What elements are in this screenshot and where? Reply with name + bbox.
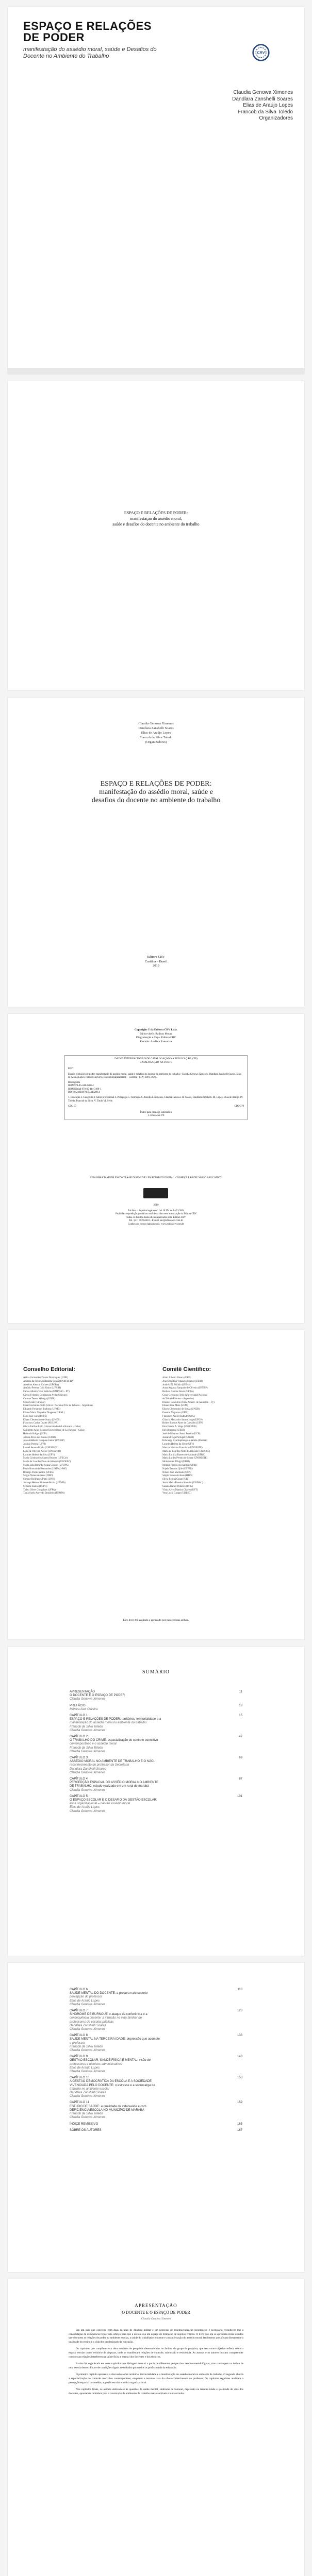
editorial-council-member: Rodrigo Pratte-Santos (UFES) [23,1471,54,1474]
contents-entry[interactable] [70,1725,242,1729]
svg-text:CRV: CRV [257,50,265,55]
contents-entry-title: CAPÍTULO 11 [70,2101,89,2105]
contents-entry[interactable] [70,1764,242,1767]
cip-index-line: 1. Educação 370 [147,1114,165,1117]
contents-entry-title: Claudia Genowa Ximenes [70,2003,106,2006]
scientific-committee-member: Maria de Lourdes Pinto de Almeida (UNOESC) [162,1450,210,1453]
contents-entry[interactable] [70,2042,242,2045]
cip-cdu: CDU 37 [68,1105,77,1108]
contents-entry-title: Dandlara Zanshelli Soares [70,1767,106,1771]
scientific-committee-member: Vânia Alves Martins Chaves (UFT) [162,1488,198,1492]
editorial-council-member: Celso Conti (UFSCar) [23,1401,45,1404]
legal-line: Todos os direitos desta edição reservados pela: Editora CRV [126,1216,186,1219]
scientific-committee-member: Eliane Rose Maio (UEM) [162,1404,188,1408]
contents-entry[interactable] [70,1992,242,1995]
contents-entry[interactable] [70,1750,242,1754]
scientific-committee-heading: Comitê Científico: [162,1366,211,1372]
scientific-committee-member: Silvia Regina Canan (URI) [162,1478,190,1481]
cip-classification [68,1105,244,1109]
contents-entry-title: trabalho no ambiente escolar [70,2087,110,2091]
title-page-organizers: (Organizadores) [145,740,167,744]
title-page-title [8,780,304,805]
contents-entry-title: contemporâneo e o assédio moral [70,1742,117,1746]
editorial-council-list [23,1377,155,1496]
editorial-council-member: Élsio José Corá (UFFS) [23,1415,47,1418]
copyright-lines [8,1028,304,1044]
scientific-committee-member: Cesar Gerónimo Tello (Universidad Nacional [162,1394,208,1397]
title-page-publisher [8,955,304,969]
contents-entry-title: O DOCENTE E O ESPAÇO DE PODER [70,1694,125,1698]
contents-entry-title: GESTÃO ESCOLAR, SAÚDE FÍSICA E MENTAL: visão de [70,2059,151,2062]
contents-entry-title: Elias de Araújo Lopes [70,2066,100,2070]
cip-index-title: Índice para catálogo sistemático [140,1111,172,1114]
contents-entry-page: 87 [239,1777,242,1781]
editorial-council-member: Andréia da Silva Quintanilha Sousa (UNIR/UFRN) [23,1380,74,1383]
editorial-council-member: Tadeu Oliver Gonçalves (UFPA) [23,1488,56,1492]
title-page-title-line: ESPAÇO E RELAÇÕES DE PODER: [100,780,212,788]
scientific-committee-member: de Três de Febrero – Argentina) [162,1397,194,1400]
contents-entry[interactable] [70,1995,242,1999]
contents-entry-title: ASSÉDIO MORAL NO AMBIENTE DE TRABALHO E O NÃO- [70,1760,155,1764]
cover-title-line-2: DE PODER [23,31,85,44]
legal-line: Foi feito o depósito legal conf. Lei 10.994 de 14/12/2004 [127,1210,185,1212]
presentation-paragraph: Nos capítulos finais, os autores dedicam-se às questões de saúde mental, síndrome de burnout, depressão na terceira idade e qualidade de vida dos docentes, apontando caminhos para a construção de ambientes de trabalho mais saudáveis e humanizados. [69,2388,243,2395]
contents-entry-title: SAÚDE MENTAL DO DOCENTE: a procura na/o suporte [70,1992,148,1995]
cip-subjects: 1. Educação 2. Geografia 3. Saber profissional 4. Pedagogia 5. Formação 6. Assédio I. Ximenes, Claudia Genowa. II. Soares, Dandlara Zanshelli. III. Lopes, Elias de Araújo. IV. Toledo, Francob da Silva. V. Título VI. Série. [68,1096,243,1103]
publisher-logo-icon [252,43,270,62]
contents-entry-page: 123 [237,2009,242,2013]
contents-entry[interactable] [70,1747,242,1750]
board-footer: Este livro foi avaliado e aprovado por pareceristas ad hoc. [123,1619,189,1622]
legal-line: Proibida a reprodução parcial ou total desta obra sem autorização da Editora CRV [115,1213,197,1216]
contents-entry-title: CAPÍTULO 10 [70,2076,90,2080]
contents-entry[interactable] [70,2084,242,2088]
contents-entry-title: Mônica Aiex Oliveira [70,1707,98,1711]
cover-subtitle: manifestação do assédio moral, saúde e Desafios do Docente no Ambiente do Trabalho [23,46,157,59]
contents-entry-title: CAPÍTULO 7 [70,2009,88,2013]
contents-list [70,1688,242,1814]
scientific-committee-member: Elizeu Clementino de Souza (UNEB) [162,1408,200,1411]
contents-entry-title: SÍNDROME DE BURNOUT: o ataque da conferência e a [70,2013,147,2016]
scientific-committee-member: Barbara Coelho Neves (UFBA) [162,1391,194,1394]
editorial-council-member: Antônio Pereira Gaio Júnior (UFRRJ) [23,1387,61,1390]
editorial-council-member: Helmuth Krüger (UCP) [23,1432,47,1435]
contents-entry-title: professores e técnicos administrativos [70,2062,122,2066]
scientific-committee-member: José de Ribamar Sousa Pereira (UCB) [162,1432,201,1435]
contents-entry[interactable] [70,1810,242,1814]
publisher-year: 2019 [153,964,159,968]
scientific-committee-member: Fauston Negreiros (UFPI) [162,1411,189,1414]
editorial-council-column [23,1366,155,1496]
scientific-committee-member: Inês Bragança (UERJ) [162,1429,185,1432]
editorial-council-member: Gloria Fariñas León (Universidade de La Havana – Cuba) [23,1426,81,1429]
contents-entry[interactable] [70,1704,242,1708]
half-title-page [8,381,304,690]
scientific-committee-member: Kilwangy Kya Kapitango-a-Samba (Unemat) [162,1439,208,1443]
contents-page-continued [8,1963,304,2272]
scientific-committee-member: Maria Eurácia Barreto de Andrade (UFRB) [162,1453,205,1456]
contents-entry[interactable] [70,2101,242,2105]
copyright-line: Editor-chefe: Railson Moura [139,1032,173,1036]
contents-entry-title: Francob da Silva Toledo [70,1725,103,1728]
contents-list [70,1986,242,2132]
scientific-committee-member: Anna Augusta Sampaio de Oliveira (UNESP) [162,1387,208,1390]
contents-entry[interactable] [70,2045,242,2049]
contents-entry-title: ESTUDO DE SAÚDE: a qualidade de vida/saúde e com [70,2105,146,2108]
contents-entry[interactable] [70,1708,242,1711]
cover-author: Claudia Genowa Ximenes [233,90,293,95]
contents-entry-title: Francob da Silva Toledo [70,1746,103,1750]
presentation-body [69,2329,243,2399]
editorial-council-member: Carlos Alberto Vilar Estêvão (UMINHO – PT) [23,1391,70,1394]
half-title-line: saúde e desafios do docente no ambiente do trabalho [112,522,200,527]
half-title [8,510,304,527]
copyright-year: 2019 [153,1204,159,1207]
contents-entry-title: Claudia Genowa Ximenes [70,1809,106,1813]
contents-entry-page: 167 [237,2128,242,2132]
cip-isbn-line: Bibliografia [68,1081,80,1084]
title-page-title-line: manifestação do assédio moral, saúde e [99,788,213,796]
contents-entry-title: Dandlara Zanshelli Soares [70,2024,106,2027]
contents-entry[interactable] [70,2095,242,2098]
contents-entry[interactable] [70,2063,242,2066]
contents-entry-page: 159 [237,2101,242,2105]
cover-title [23,21,188,43]
contents-entry-title: Claudia Genowa Ximenes [70,2116,106,2120]
presentation-title: O DOCENTE E O ESPAÇO DE PODER [122,2310,190,2315]
app-store-badge-icon [143,1188,168,1198]
contents-entry[interactable] [70,2112,242,2116]
scientific-committee-member: Najela Tavares Ujiie (UTFPR) [162,1467,193,1470]
contents-entry[interactable] [70,2013,242,2016]
editorial-council-member: Maria Lília Imbiriba Sousa Colares (UFOPA) [23,1464,69,1467]
cip-box [64,1055,248,1120]
contents-entry[interactable] [70,1785,242,1788]
contents-entry[interactable] [70,2024,242,2028]
publisher-name: Editora CRV [147,955,165,959]
contents-entry-title: Elias de Araújo Lopes [70,1806,100,1809]
cip-cdd: CDD 370 [234,1105,244,1108]
copyright-page [8,1014,304,1323]
presentation-paragraph: Em um país que conviveu com duas décadas de ditadura militar e um processo de redemocratização incompleto, é necessário reconhecer que a consolidação da democracia requer um esforço para que a escola seja um espaço de formação de sujeitos críticos. O livro que ora se apresenta reúne estudos que discutem as relações de poder no ambiente escolar, a saúde do trabalhador docente e a manifestação do assédio moral, fenômenos que afetam diretamente a qualidade do ensino e a vida dos profissionais da educação. [69,2329,243,2344]
contents-entry-title: O ESPAÇO ESCOLAR E O DESAFIO DA GESTÃO ESCOLAR: [70,1799,157,1802]
scientific-committee-member: Marcos Vinicius Francisco (UNOESTE) [162,1446,203,1449]
presentation-paragraph: Os capítulos que compõem esta obra resultam de pesquisas desenvolvidas no âmbito do grupo de pesquisa, que tem como objetivo refletir sobre o espaço escolar como território de disputas, onde se manifestam relações de controle, submissão e resistência. As autoras e os autores buscam compreender como essas relações interferem na saúde física e mental dos docentes e dos técnicos. [69,2347,243,2359]
contents-entry[interactable] [70,1721,242,1725]
legal-lines [8,1210,304,1226]
contents-entry[interactable] [70,2109,242,2112]
scientific-committee-member: Francisco Ari de Andrade (UFC) [162,1415,195,1418]
copyright-line: Revisão: Analista Executiva [140,1040,172,1043]
contents-entry-page: 113 [237,1988,242,1991]
contents-page [8,1647,304,1956]
title-page-author: Francob da Silva Toledo [139,736,173,739]
editorial-council-member: Jailson Alves dos Santos (UFRJ) [23,1436,56,1439]
contents-entry[interactable] [70,2123,242,2126]
contents-entry[interactable] [70,1742,242,1746]
cip-isbn-line: DOI 10.24824/978854443200.4 [68,1091,100,1094]
scientific-committee-member: Mônica Pereira dos Santos (UFRJ) [162,1464,197,1467]
contents-entry-title: CAPÍTULO 4 [70,1777,88,1781]
contents-entry-page: 101 [237,1794,242,1798]
contents-entry-page: 47 [239,1735,242,1739]
contents-entry-title: A GESTÃO DEMOCRÁTICA DA ESCOLA E A SOCIEDADE [70,2080,152,2083]
title-page-authors [8,721,304,744]
contents-entry[interactable] [70,1768,242,1771]
editorial-council-member: Francisco Carlos Duarte (PUC-PR) [23,1422,58,1425]
presentation-paragraph: O primeiro capítulo apresenta a discussão sobre território, territorialidade e a manifestação do assédio moral no ambiente de trabalho. O segundo aborda a espacialização do controle coercitivo contemporâneo, enquanto o terceiro trata do não-reconhecimento do professor. Os capítulos seguintes analisam a percepção espacial do assédio, a gestão escolar e a ética organizacional. [69,2373,243,2384]
contents-entry[interactable] [70,2091,242,2095]
scientific-committee-member: Lourdes Helena da Silva (UFV) [162,1443,194,1446]
title-page-title-line: desafios do docente no ambiente do trabalho [91,796,221,804]
legal-line: Conheça os nossos lançamentos: www.editoracrv.com.br [127,1223,184,1226]
editorial-council-member: Cesar Gerónimo Tello (Univer. Nacional Três de Febrero – Argentina) [23,1404,93,1408]
contents-entry[interactable] [70,1718,242,1721]
scientific-committee-member: Maria Lurdes Pereira de Souza (UNIOESTE) [162,1457,208,1460]
contents-entry[interactable] [70,1806,242,1809]
contents-entry-page: 69 [239,1756,242,1760]
contents-entry-title: CAPÍTULO 5 [70,1794,88,1798]
cover-author: Dandlara Zanshelli Soares [232,96,293,102]
cip-isbn [68,1081,244,1094]
half-title-line: ESPAÇO E RELAÇÕES DE PODER: [124,511,188,515]
scientific-committee-member: Sonia Maria Ferreira Koehler (UNISAL) [162,1481,203,1484]
contents-entry-title: Claudia Genowa Ximenes [70,1728,106,1732]
cip-isbn-line: ISBN 978-85-444-3200-4 [68,1084,94,1088]
editorial-council-member: João Adalberto Campato Junior (UNESP) [23,1439,65,1443]
contents-entry[interactable] [70,1802,242,1806]
contents-entry[interactable] [70,2028,242,2031]
title-page [8,698,304,1007]
cover-authors [232,90,293,122]
scientific-committee-member: Diosnel Centurion (Univ Americ. de Asunción – Py) [162,1401,215,1404]
contents-entry[interactable] [70,2080,242,2083]
editorial-council-member: Maria Cristina dos Santos Bezerra (UFSCar) [23,1457,68,1460]
scientific-committee-member: Ana Chrystina Venancio Mignot (UERJ) [162,1380,203,1383]
contents-entry-title: CAPÍTULO 1 [70,1714,88,1718]
contents-entry-title: DEFICIÊNCIA/ESCOLA NO MUNICÍPIO DE MARABÁ [70,2108,144,2112]
editorial-council-member: Sérgio Nunes de Jesus (IFRO) [23,1475,54,1478]
editorial-council-member: Elizeu Clementino de Souza (UNEB) [23,1418,60,1421]
title-page-author: Elias de Araújo Lopes [141,731,171,735]
presentation-paragraph: A obra foi organizada em onze capítulos que dialogam entre si a partir de diferentes perspectivas teórico-metodológicas, mas convergem na defesa de uma escola democrática e de condições dignas de trabalho para todos os profissionais da educação. [69,2362,243,2369]
contents-entry[interactable] [70,2088,242,2091]
contents-entry-title: Elias de Araújo Lopes [70,1999,100,2003]
contents-entry-page: 15 [239,1714,242,1718]
presentation-page [8,2279,304,2576]
contents-entry-page: 133 [237,2034,242,2038]
contents-entry[interactable] [70,2116,242,2120]
legal-line: Tel.: (41) 3039-6418 – E-mail: sac@editoracrv.com.br [129,1219,183,1223]
editorial-council-member: Eduardo Fernandes Barbosa (UFMG) [23,1408,61,1411]
contents-entry-title: O TRABALHO DO CRIME: espacialização do controle coercitivo [70,1739,158,1742]
cip-code: E677 [68,1067,74,1070]
contents-entry[interactable] [70,1795,242,1799]
contents-entry-title: PERCEPÇÃO ESPACIAL DO ASSÉDIO MORAL NO AMBIENTE [70,1781,159,1785]
contents-entry-title: CAPÍTULO 8 [70,2034,88,2038]
contents-entry-page: 165 [237,2122,242,2126]
scientific-committee-member: Vera Lucia Gaspar (UDESC) [162,1492,191,1495]
contents-entry[interactable] [70,1735,242,1739]
contents-entry[interactable] [70,2070,242,2074]
contents-entry-title: Claudia Genowa Ximenes [70,2028,106,2031]
contents-entry-title: Claudia Genowa Ximenes [70,2049,106,2053]
scientific-committee-member: Andréia N. Militão (UEMS) [162,1383,191,1386]
scientific-committee-member: Nilson José Machado (USP) [162,1471,191,1474]
editorial-council-member: Sydione Santos (UEPG) [23,1485,47,1488]
contents-entry-title: reconhecimento do professor da Secretaria [70,1764,129,1767]
editorial-council-member: Elione Maria Nogueira Diogenes (UFAL) [23,1411,65,1414]
contents-entry-title: DE TRABALHO: estudo realizado em um rural de marabá [70,1785,149,1788]
presentation-author: Claudia Genowa Ximenes [141,2317,171,2320]
editorial-council-member: Solange Helena Ximenes-Rocha (UFOPA) [23,1481,66,1484]
contents-entry[interactable] [70,1690,242,1694]
contents-entry-title: PREFÁCIO [70,1704,86,1707]
editorial-council-member: Carmen Tereza Velanga (UNIR) [23,1397,55,1400]
editorial-board-page [8,1330,304,1639]
digital-notice: ESTA OBRA TAMBÉM ENCONTRA-SE DISPONÍVEL EM FORMATO DIGITAL. CONHEÇA E BAIXE NOSSO APLICATIVO! [90,1177,222,1179]
contents-entry[interactable] [70,1799,242,1802]
contents-entry-title: VIVENCIADA PELO DOCENTE: o estresse e a sobrecarga de [70,2083,155,2087]
cover-organizers-label: Organizadores [259,115,293,121]
contents-entry[interactable] [70,2059,242,2062]
contents-entry-title: Claudia Genowa Ximenes [70,1698,106,1701]
contents-entry[interactable] [70,2021,242,2024]
editorial-council-member: Simone Rodrigues Pinto (UNB) [23,1478,55,1481]
contents-entry[interactable] [70,2049,242,2053]
contents-entry[interactable] [70,1771,242,1775]
contents-entry-title: professores de escolas públicas [70,2020,114,2024]
contents-entry[interactable] [70,1694,242,1698]
contents-entry[interactable] [70,1781,242,1785]
cip-title: DADOS INTERNACIONAIS DE CATALOGAÇÃO NA PUBLICAÇÃO (CIP) [114,1058,198,1060]
scientific-committee-column [162,1366,294,1496]
contents-entry-title: SOBRE OS AUTORES [70,2128,102,2132]
contents-entry-title: CAPÍTULO 9 [70,2055,88,2059]
cover-author: Francob da Silva Toledo [237,109,293,115]
scientific-committee-member: Altair Alberto Fávero (UPF) [162,1377,191,1379]
contents-entry[interactable] [70,1760,242,1764]
contents-entry[interactable] [70,2003,242,2007]
editorial-council-member: Maria de Lourdes Pinto de Almeida (UNOESC) [23,1461,71,1464]
editorial-council-member: Anselmo Alencar Colares (UFOPA) [23,1383,59,1386]
contents-entry-title: ESPAÇO E RELAÇÕES DE PODER: territórios, territorialidade e a [70,1718,161,1721]
scientific-committee-list [162,1377,294,1496]
scientific-committee-member: Susana Rafael Pinheiro (UFG) [162,1485,193,1488]
editorial-council-member: Lourdes Helena da Silva (UFV) [23,1453,55,1456]
contents-entry[interactable] [70,1698,242,1701]
editorial-council-member: Paulo Romualdo Hernandes (UNIFAL-MG) [23,1467,67,1470]
contents-entry-title: Dandlara Zanshelli Soares [70,2091,106,2095]
contents-entry-title: Claudia Genowa Ximenes [70,1750,106,1753]
scientific-committee-member: Mohammed Elhajji (UFRJ) [162,1461,190,1464]
scientific-committee-member: Gláucia Maria dos Santos Jorge (UFOP) [162,1418,203,1421]
contents-entry[interactable] [70,1789,242,1792]
editorial-council-member: Guillermo Arias Beatón (Universidade de La Havana – Cuba) [23,1429,85,1432]
contents-entry-title: ética organizacional – não ao assédio moral [70,1802,130,1806]
copyright-line: Copyright © da Editora CRV Ltda. [134,1028,178,1031]
half-title-line: manifestação do assédio moral, [130,516,182,521]
editorial-council-member: Tania Suely Azevedo Brasileiro (UFOPA) [23,1492,65,1495]
contents-entry[interactable] [70,2016,242,2020]
contents-entry-title: CAPÍTULO 3 [70,1756,88,1760]
contents-entry[interactable] [70,1729,242,1733]
editorial-council-member: Lídia de Oliveira Xavier (UNIEURO) [23,1450,61,1453]
contents-entry[interactable] [70,1999,242,2003]
contents-entry[interactable] [70,1739,242,1742]
publisher-city: Curitiba – Brasil [144,959,168,963]
contents-entry[interactable] [70,2129,242,2132]
contents-entry-title: CAPÍTULO 6 [70,1988,88,1991]
contents-entry-title: Claudia Genowa Ximenes [70,2070,106,2074]
contents-entry-title: consequência docente: a intrusão na vida familiar de [70,2016,142,2020]
contents-entry[interactable] [70,2066,242,2070]
cover-title-line-1: ESPAÇO E RELAÇÕES [23,20,152,32]
cover-page [8,7,304,374]
contents-entry-title: Claudia Genowa Ximenes [70,1788,106,1792]
contents-entry-title: manifestação do assédio moral no ambiente do trabalho [70,1721,147,1725]
contents-entry-title: SAÚDE MENTAL NA TERCEIRA IDADE: depressão que acomete [70,2038,160,2041]
scientific-committee-member: Sérgio Nunes de Jesus (IFRO) [162,1475,193,1478]
editorial-council-member: Leonel Severo Rocha (UNISINOS) [23,1446,59,1449]
editorial-council-member: Josania Portela (UFPI) [23,1443,46,1446]
presentation-heading: APRESENTAÇÃO [135,2303,177,2308]
editorial-council-heading: Conselho Editorial: [23,1366,75,1372]
cover-author: Elias de Araújo Lopes [243,103,293,108]
contents-entry-page: 11 [239,1690,242,1693]
contents-entry-title: Francob da Silva Toledo [70,2045,103,2048]
title-page-author: Dandlara Zanshelli Soares [138,726,174,730]
copyright-line: Diagramação e Capa: Editora CRV [136,1036,176,1039]
editorial-council-member: Carlos Federico Dominguez Avila (Unieuro) [23,1394,68,1397]
cip-text: Espaço e relações de poder: manifestação do assédio moral, saúde e desafios do docente no ambiente do trabalho / Claudia Genowa Ximenes, Dandlara Zanshelli Soares, Elias de Araújo Lopes, Francob da Silva Toledo (organizadores). – Curitiba : CRV, 2019. 162 p. [68,1073,241,1079]
contents-entry[interactable] [70,2105,242,2109]
cover-bottom-band [8,368,304,374]
contents-entry-title: percepção do professor [70,1995,103,1999]
contents-entry-title: ÍNDICE REMISSIVO [70,2122,98,2126]
title-page-author: Claudia Genowa Ximenes [138,722,174,725]
contents-entry-title: APRESENTAÇÃO [70,1690,95,1693]
contents-entry-title: Claudia Genowa Ximenes [70,1771,106,1774]
contents-entry-page: 143 [237,2055,242,2059]
contents-entry-title: Francob da Silva Toledo [70,2112,103,2116]
contents-entry[interactable] [70,2038,242,2041]
contents-entry-title: Claudia Genowa Ximenes [70,2095,106,2098]
scientific-committee-member: Jussara Fraga Portugal (UNEB) [162,1436,194,1439]
scientific-committee-member: Helder Buenos Aires de Carvalho (UFPI) [162,1422,204,1425]
editorial-council-member: Aldira Guimarães Duarte Domínguez (UNB) [23,1377,68,1379]
contents-entry-page: 13 [239,1704,242,1707]
cip-subtitle: CATALOGAÇÃO NA FONTE [140,1061,172,1064]
cip-isbn-line: ISBN Digital 978-85-444-3199-1 [68,1088,102,1091]
scientific-committee-member: Ilma Passos A. Veiga (UNICEUB) [162,1426,197,1429]
contents-entry-page: 153 [237,2076,242,2080]
contents-entry-title: CAPÍTULO 2 [70,1735,88,1739]
contents-entry-title: o professor [70,2041,86,2045]
contents-heading: SUMÁRIO [142,1669,170,1675]
